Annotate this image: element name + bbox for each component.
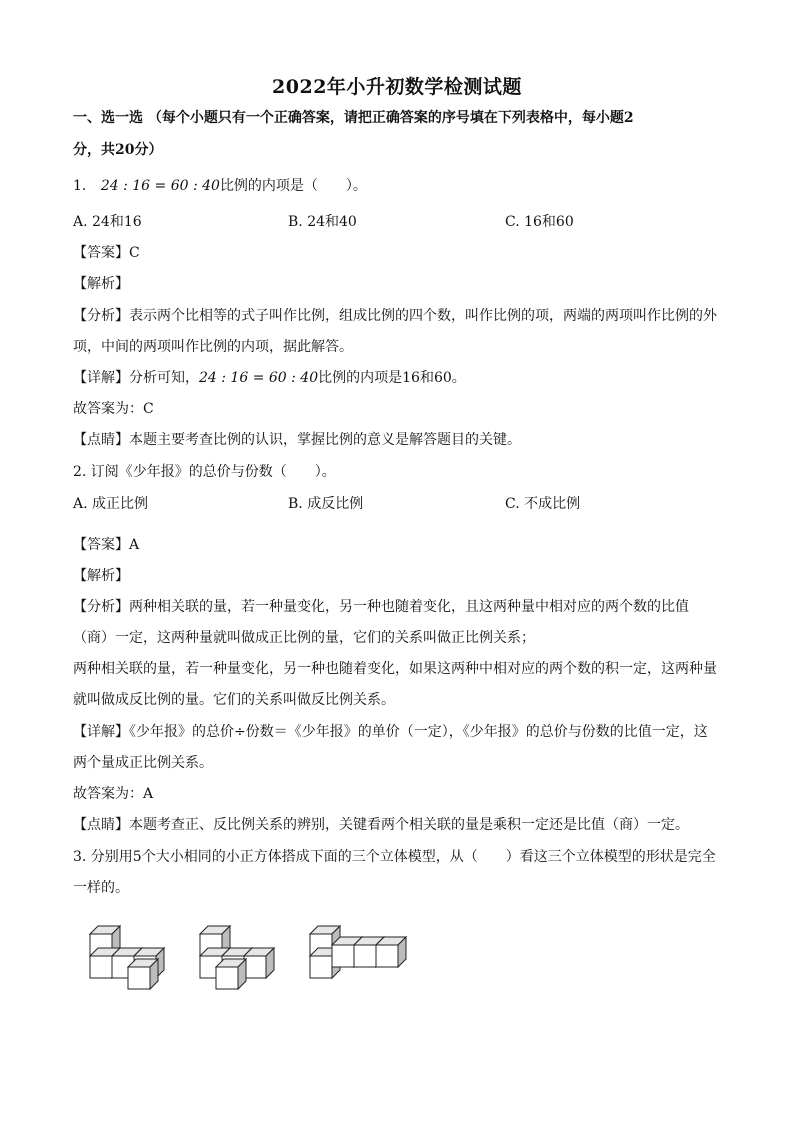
q2-conclusion: 故答案为：A [73, 786, 154, 802]
section-heading-line2: 分，共20分） [73, 142, 163, 158]
q1-conclusion: 故答案为：C [73, 401, 154, 417]
q3-stem-line1: 3. 分别用5个大小相同的小正方体搭成下面的三个立体模型，从（ ）看这三个立体模型的形状是完全 [73, 849, 716, 865]
q2-analysis-line1: 【分析】两种相关联的量，若一种量变化，另一种也随着变化，且这两种量中相对应的两个数的比值 [73, 599, 689, 615]
q1-detail-suffix: 比例的内项是16和60。 [318, 370, 466, 386]
q1-option-c: C. 16和60 [505, 214, 574, 230]
cube-model-3 [310, 926, 406, 978]
q2-option-b: B. 成反比例 [288, 496, 364, 512]
q1-detail-prefix: 【详解】分析可知， [73, 370, 199, 386]
q2-answer: 【答案】A [73, 537, 140, 553]
cube-model-2 [200, 926, 274, 989]
q1-analysis-line1: 【分析】表示两个比相等的式子叫作比例，组成比例的四个数，叫作比例的项，两端的两项叫作比例的外 [73, 308, 717, 324]
q2-jiexi-label: 【解析】 [73, 568, 129, 584]
q3-stem-line2: 一样的。 [73, 880, 129, 896]
q1-number: 1. [73, 178, 87, 194]
q2-analysis-line3: 两种相关联的量，若一种量变化，另一种也随着变化，如果这两种中相对应的两个数的积一定，这两种量 [73, 661, 717, 677]
q1-math: 24 : 16 = 60 : 40 [100, 178, 220, 194]
q2-analysis-line2: （商）一定，这两种量就叫做成正比例的量，它们的关系叫做正比例关系； [73, 630, 535, 646]
cube-models-figure [80, 918, 420, 1000]
section-heading-line1: 一、选一选 （每个小题只有一个正确答案，请把正确答案的序号填在下列表格中，每小题2 [73, 110, 634, 126]
q1-comment: 【点睛】本题主要考查比例的认识，掌握比例的意义是解答题目的关键。 [73, 432, 521, 448]
q1-detail-math: 24 : 16 = 60 : 40 [199, 370, 319, 386]
q1-option-b: B. 24和40 [288, 214, 357, 230]
cube-model-1 [90, 926, 164, 989]
q1-answer: 【答案】C [73, 245, 140, 261]
q1-text: 比例的内项是（ ）。 [219, 178, 367, 194]
q2-option-c: C. 不成比例 [505, 496, 581, 512]
q2-comment: 【点睛】本题考查正、反比例关系的辨别，关键看两个相关联的量是乘积一定还是比值（商）一定。 [73, 817, 689, 833]
q1-detail [73, 368, 466, 388]
q2-stem: 2. 订阅《少年报》的总价与份数（ ）。 [73, 464, 336, 480]
q1-option-a: A. 24和16 [73, 214, 142, 230]
q1-analysis-line2: 项，中间的两项叫作比例的内项，据此解答。 [73, 339, 353, 355]
page-title: 2022年小升初数学检测试题 [272, 76, 522, 98]
q2-option-a: A. 成正比例 [73, 496, 149, 512]
q1-jiexi-label: 【解析】 [73, 276, 129, 292]
q2-detail-line1: 【详解】《少年报》的总价÷份数＝《少年报》的单价（一定），《少年报》的总价与份数的比值一定，这 [73, 724, 708, 740]
q2-analysis-line4: 就叫做成反比例的量。它们的关系叫做反比例关系。 [73, 692, 395, 708]
q2-detail-line2: 两个量成正比例关系。 [73, 755, 213, 771]
q1-stem [73, 176, 367, 196]
